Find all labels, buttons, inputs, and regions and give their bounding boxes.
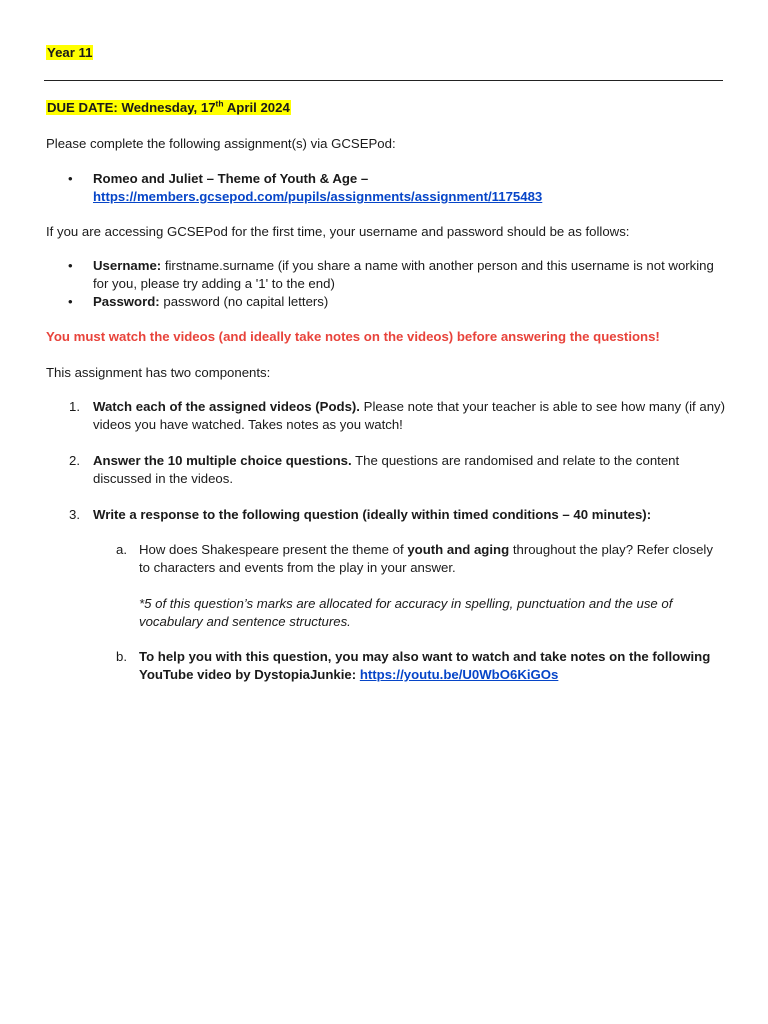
step-3	[46, 506, 726, 524]
step-2-content	[46, 452, 726, 488]
sub-item-b	[46, 648, 726, 684]
step-bold: Answer the 10 multiple choice questions.	[93, 453, 352, 468]
bullet-dot: •	[68, 258, 73, 273]
credential-label: Username:	[93, 258, 162, 273]
step-bold: Watch each of the assigned videos (Pods).	[93, 399, 360, 414]
assignment-list	[46, 170, 726, 206]
step-3-content	[46, 506, 726, 524]
year-label-text: Year 11	[47, 45, 93, 60]
sub-item-pre: How does Shakespeare present the theme of	[139, 542, 408, 557]
horizontal-rule	[44, 80, 723, 81]
credential-username	[46, 257, 726, 293]
due-date-highlight	[46, 100, 291, 115]
assignment-link[interactable]: https://members.gcsepod.com/pupils/assignments/assignment/1175483	[93, 189, 543, 204]
due-date-suffix: April 2024	[223, 100, 290, 115]
sub-item-b-content	[46, 648, 726, 684]
due-date-prefix: DUE DATE: Wednesday, 17	[47, 100, 216, 115]
step-1	[46, 398, 726, 434]
due-date-sup: th	[215, 98, 224, 109]
step-number: 1.	[69, 399, 80, 414]
intro-text: Please complete the following assignment(s) via GCSEPod:	[46, 136, 396, 151]
assignment-title: Romeo and Juliet – Theme of Youth & Age –	[93, 171, 369, 186]
credential-password	[46, 293, 726, 311]
bullet-dot: •	[68, 294, 73, 309]
credential-text: password (no capital letters)	[159, 294, 329, 309]
sub-item-post: throughout the play? Refer closely to characters and events from the play in your answer.	[139, 542, 713, 575]
credentials-list	[46, 257, 726, 311]
step-text: Please note that your teacher is able to see how many (if any) videos you have watched. Takes notes as you watch!	[93, 399, 726, 432]
credential-text: firstname.surname (if you share a name with another person and this username is not working for you, please try adding a '1' to the end)	[93, 258, 714, 291]
step-number: 3.	[69, 507, 80, 522]
sub-item-a-content	[46, 541, 726, 577]
warning-text: You must watch the videos (and ideally take notes on the videos) before answering the questions!	[46, 329, 660, 344]
sub-item-note-text: *5 of this question’s marks are allocated for accuracy in spelling, punctuation and the use of vocabulary and sentence structures.	[139, 596, 673, 629]
components-intro: This assignment has two components:	[46, 365, 271, 380]
sub-item-a	[46, 541, 726, 577]
youtube-link[interactable]: https://youtu.be/U0WbO6KiGOs	[359, 667, 559, 682]
login-intro: If you are accessing GCSEPod for the first time, your username and password should be as follows:	[46, 224, 630, 239]
sub-item-bold: youth and aging	[407, 542, 510, 557]
assignment-item	[46, 170, 726, 206]
year-label	[46, 45, 93, 60]
step-1-content	[46, 398, 726, 434]
sub-item-letter: a.	[116, 542, 127, 557]
sub-item-bold: To help you with this question, you may also want to watch and take notes on the following YouTube video by DystopiaJunkie:	[139, 649, 711, 682]
bullet-dot: •	[68, 171, 73, 186]
credential-label: Password:	[93, 294, 160, 309]
step-number: 2.	[69, 453, 80, 468]
step-text: The questions are randomised and relate to the content discussed in the videos.	[93, 453, 680, 486]
step-bold: Write a response to the following question (ideally within timed conditions – 40 minutes):	[93, 507, 652, 522]
step-2	[46, 452, 726, 488]
sub-item-a-note	[46, 595, 726, 631]
sub-item-letter: b.	[116, 649, 127, 664]
due-date	[46, 99, 726, 117]
